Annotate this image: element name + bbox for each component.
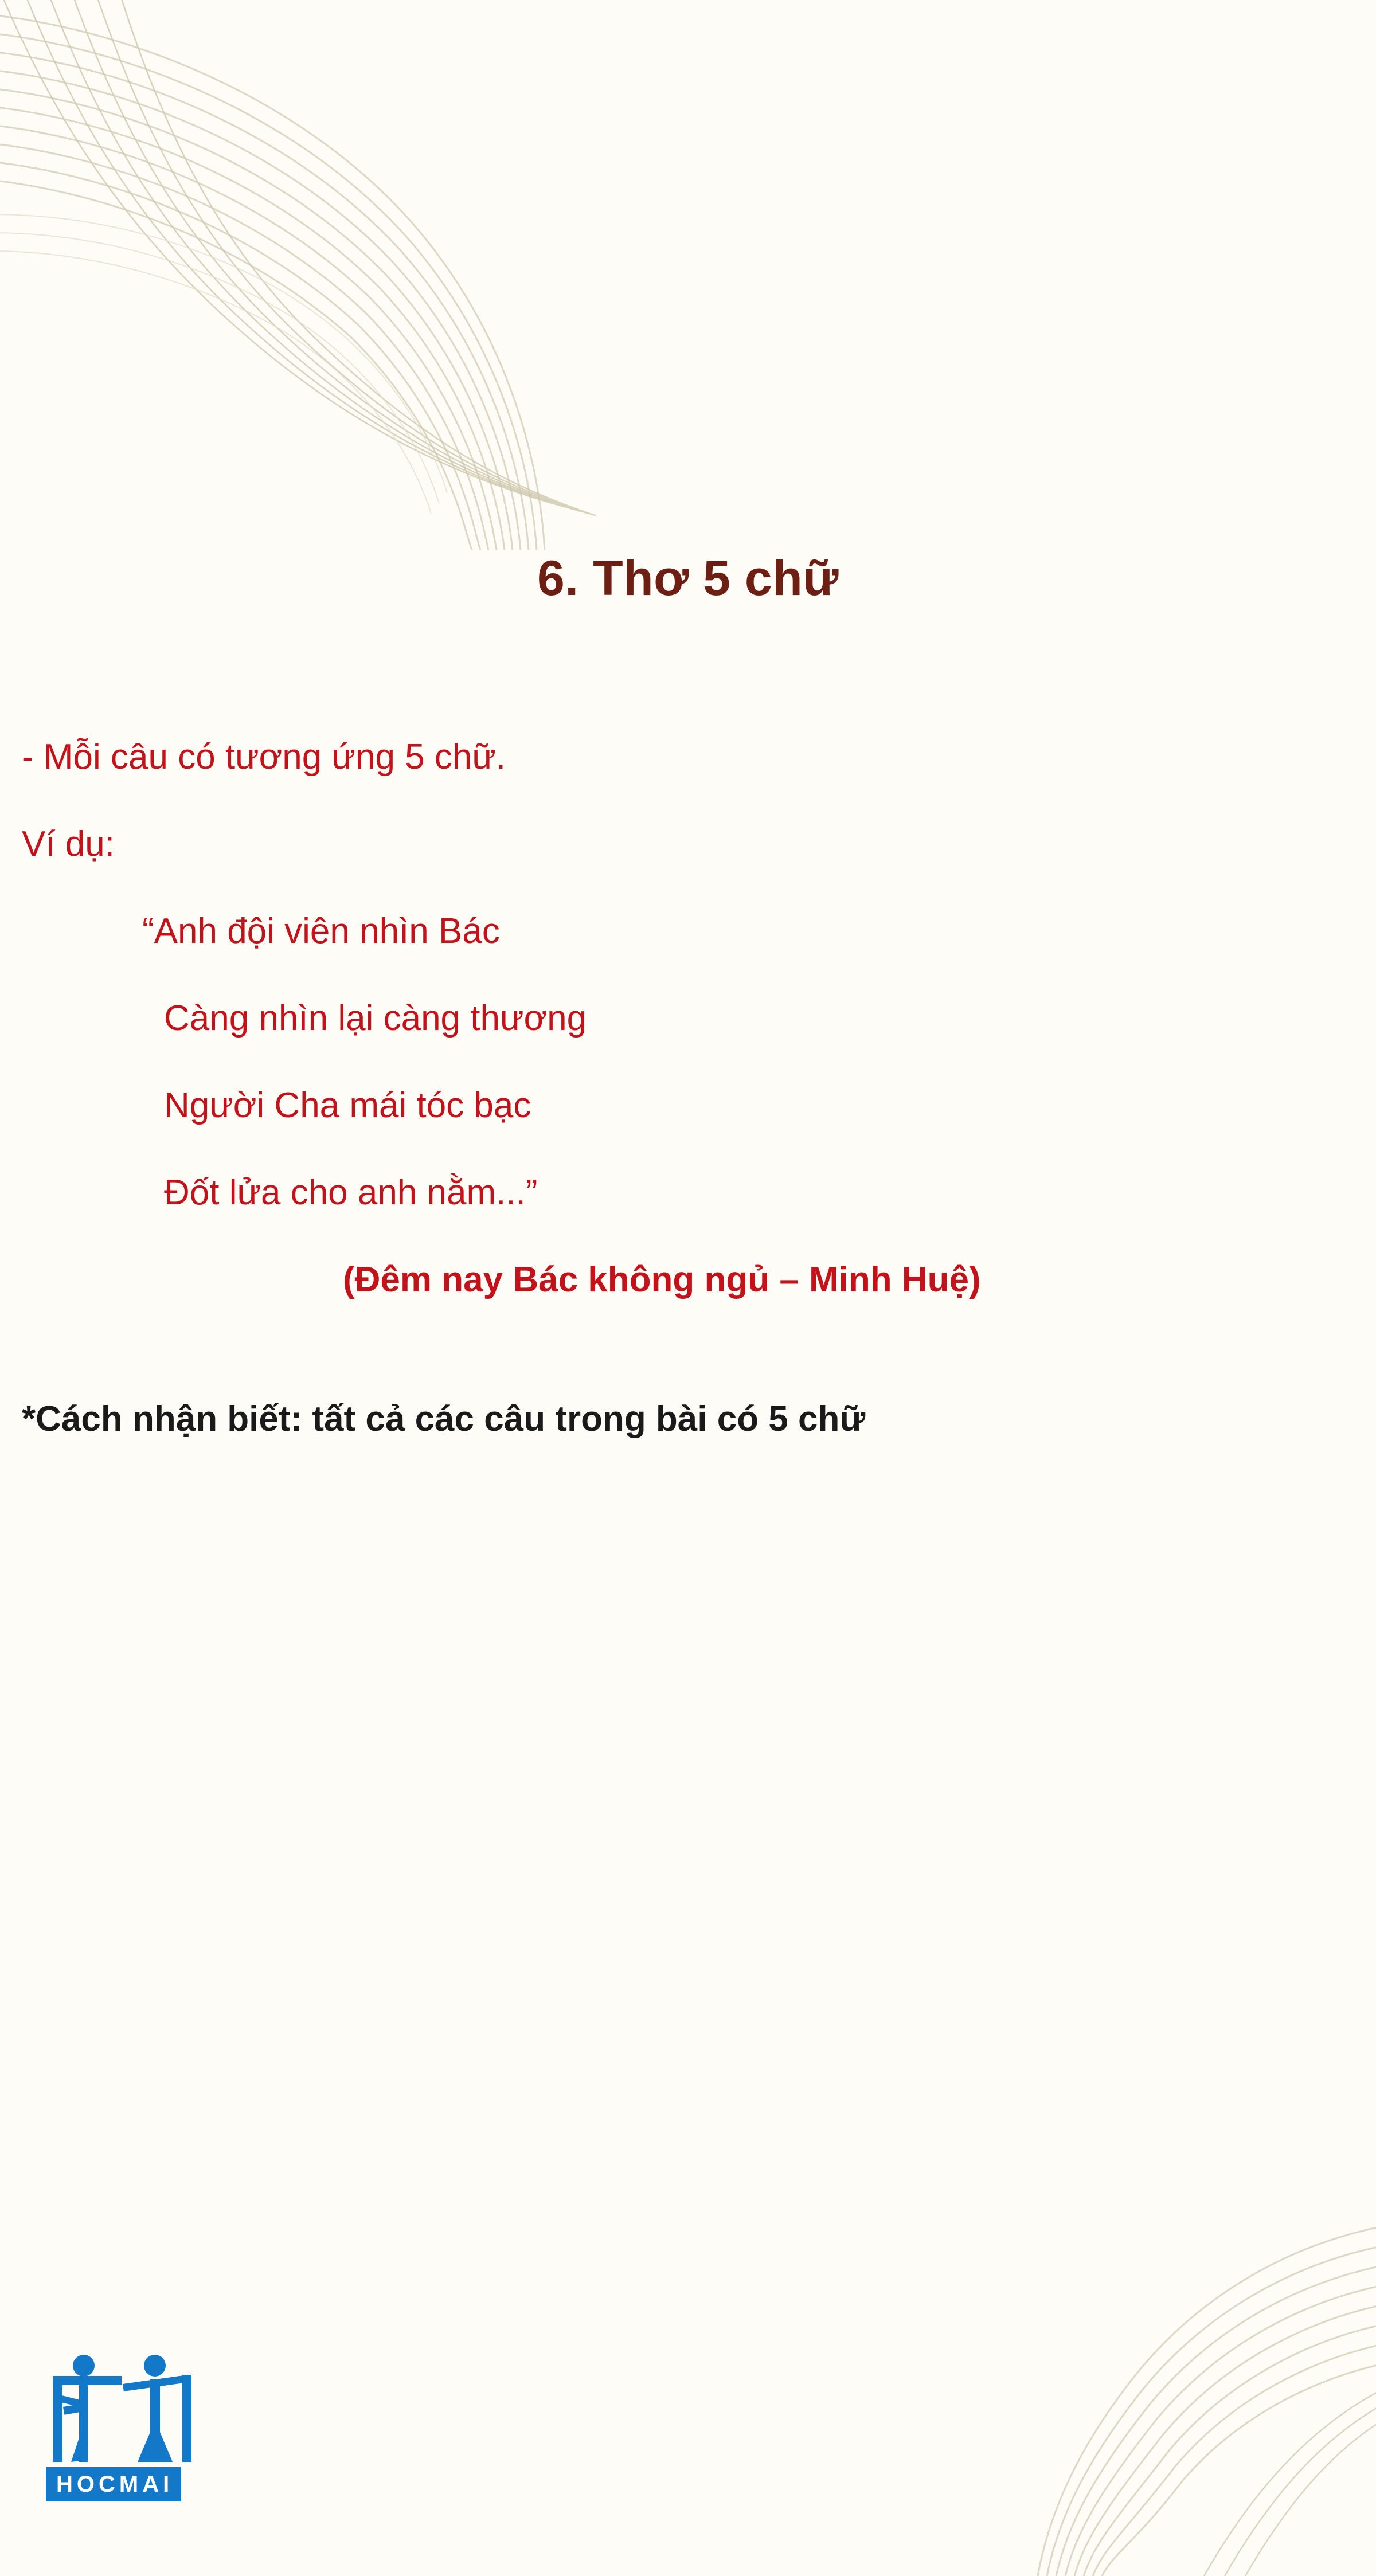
hocmai-logo [46, 2352, 229, 2501]
poem-attribution: (Đêm nay Bác không ngủ – Minh Huệ) [343, 1260, 981, 1299]
hocmai-wordmark: HOCMAI [46, 2467, 181, 2501]
hocmai-logo-mark [46, 2352, 218, 2464]
poem-line: Người Cha mái tóc bạc [164, 1086, 531, 1125]
ribbon-bottom-right-icon [906, 2117, 1376, 2576]
poem-line: Càng nhìn lại càng thương [164, 999, 587, 1038]
poem-line: Đốt lửa cho anh nằm...” [164, 1173, 538, 1212]
ribbon-top-left-icon [0, 0, 677, 550]
recognition-note: *Cách nhận biết: tất cả các câu trong bài có 5 chữ [22, 1399, 866, 1439]
body-line: Ví dụ: [22, 824, 115, 864]
body-line: - Mỗi câu có tương ứng 5 chữ. [22, 737, 506, 777]
poem-line: “Anh đội viên nhìn Bác [142, 911, 500, 951]
slide-body [22, 714, 1340, 1324]
teacher-student-icon [46, 2352, 218, 2464]
page-title: 6. Thơ 5 chữ [537, 551, 839, 606]
